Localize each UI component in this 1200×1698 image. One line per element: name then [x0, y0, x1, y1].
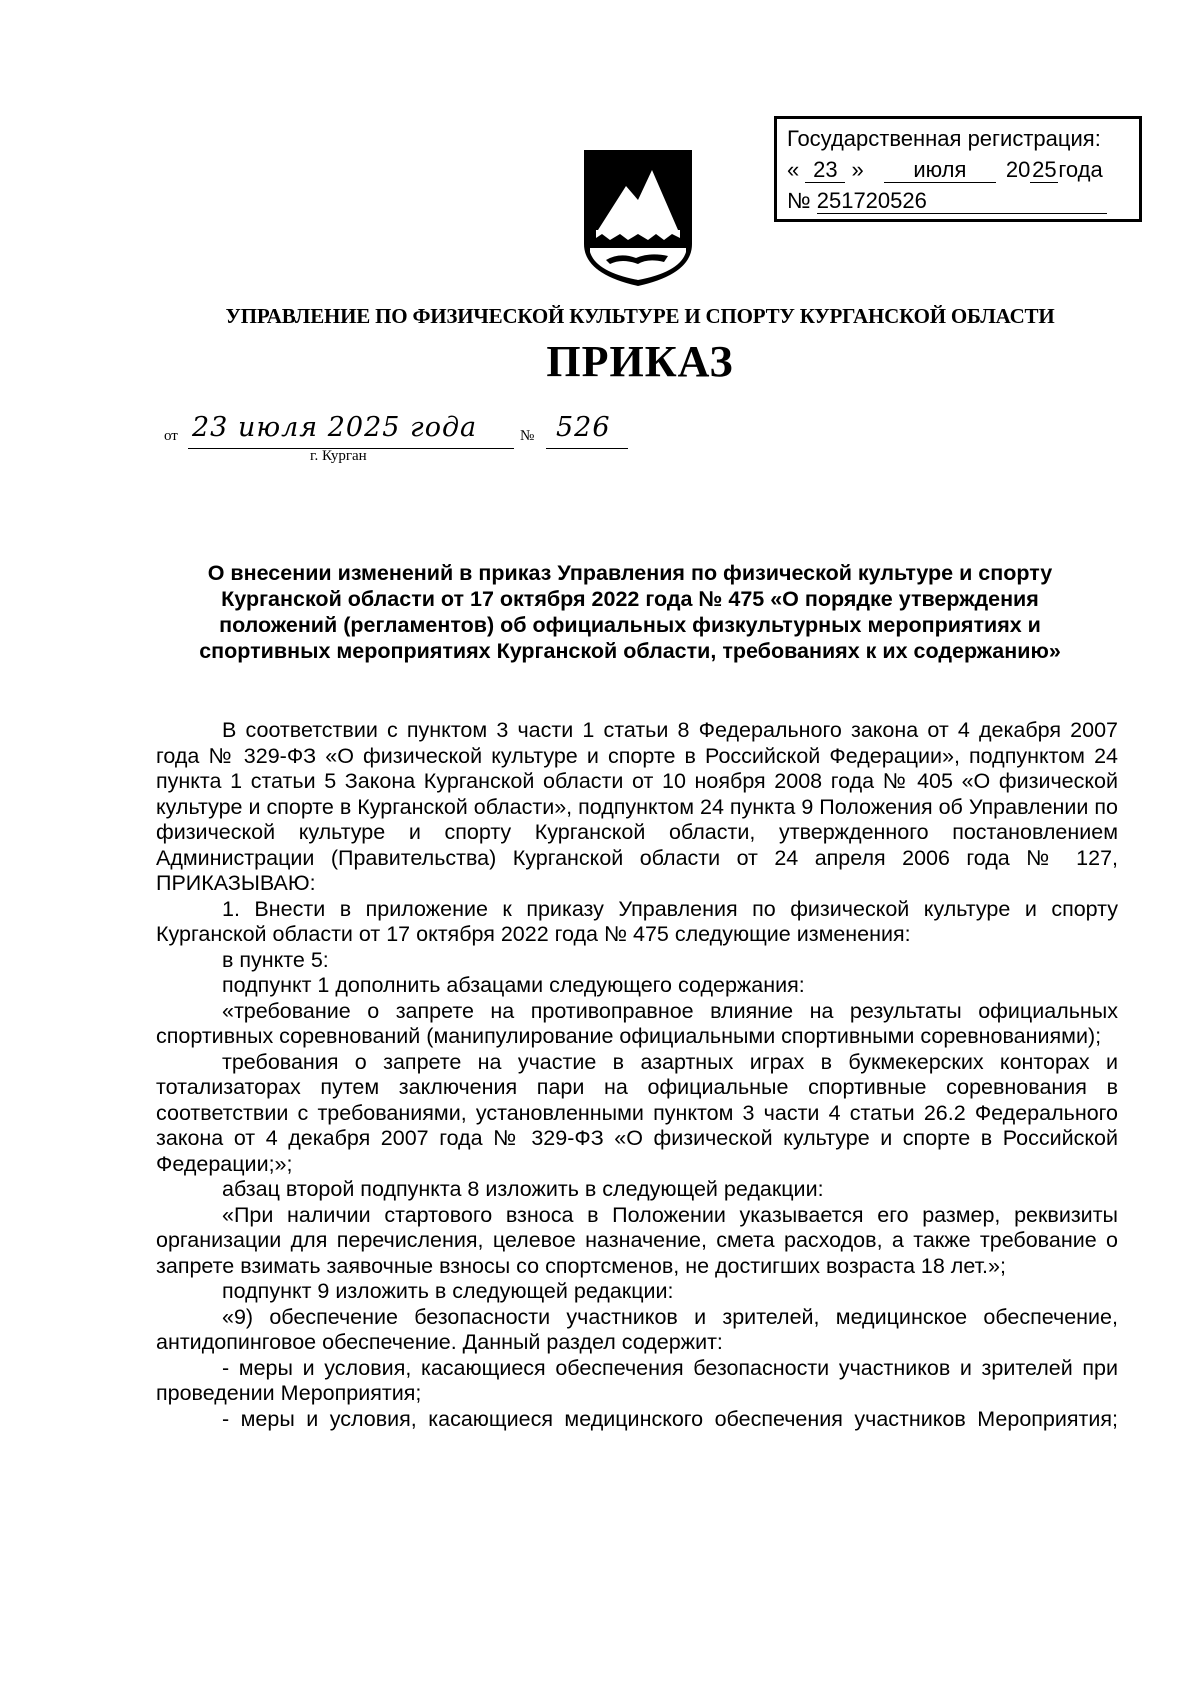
paragraph: «требование о запрете на противоправное влияние на результаты официальных спортивных соревнований (манипулирование официальными спортивными соревнованиями); — [156, 998, 1118, 1048]
paragraph: - меры и условия, касающиеся медицинского обеспечения участников Мероприятия; — [222, 1406, 1118, 1431]
registration-number-line: № 251720526 — [787, 185, 1131, 216]
from-label: от — [164, 428, 178, 444]
paragraph: подпункт 1 дополнить абзацами следующего содержания: — [222, 973, 805, 997]
paragraph: «9) обеспечение безопасности участников и зрителей, медицинское обеспечение, антидопинговое обеспечение. Данный раздел содержит: — [156, 1304, 1118, 1354]
registration-heading: Государственная регистрация: — [787, 126, 1101, 151]
title-line: О внесении изменений в приказ Управления по физической культуре и спорту — [207, 561, 1053, 585]
coat-of-arms-icon — [580, 148, 696, 288]
paragraph: требования о запрете на участие в азартных играх в букмекерских конторах и тотализаторах путем заключения пари на официальные спортивные соревнования в соответствии с требованиями, установленными пунктом 3 части 4 статьи 26.2 Федерального закона от 4 декабря 2007 года № 329-ФЗ «О физической культуре и спорте в Российской Федерации;»; — [156, 1049, 1118, 1176]
paragraph: 1. Внести в приложение к приказу Управления по физической культуре и спорту Курганской области от 17 октября 2022 года № 475 следующие изменения: — [156, 896, 1118, 946]
registration-number: 251720526 — [817, 189, 1107, 214]
registration-day: 23 — [805, 158, 845, 183]
city: г. Курган — [310, 448, 367, 464]
handwritten-number: 526 — [556, 412, 611, 443]
title-line: Курганской области от 17 октября 2022 года № 475 «О порядке утверждения — [221, 587, 1039, 611]
organization-name: УПРАВЛЕНИЕ ПО ФИЗИЧЕСКОЙ КУЛЬТУРЕ И СПОРТУ КУРГАНСКОЙ ОБЛАСТИ — [225, 304, 1055, 328]
paragraph: «При наличии стартового взноса в Положении указывается его размер, реквизиты организации для перечисления, целевое назначение, смета расходов, а также требование о запрете взимать заявочные взносы со спортсменов, не достигших возраста 18 лет.»; — [156, 1202, 1118, 1278]
document-body — [156, 718, 1118, 1432]
registration-stamp — [774, 116, 1142, 222]
number-underline — [546, 448, 628, 449]
registration-date: « 23 » июля 2025года — [787, 157, 1103, 182]
registration-year: 25 — [1032, 157, 1057, 182]
registration-month: июля — [884, 158, 996, 183]
paragraph: В соответствии с пунктом 3 части 1 статьи 8 Федерального закона от 4 декабря 2007 года № 329-ФЗ «О физической культуре и спорте в Российской Федерации», подпунктом 24 пункта 1 статьи 5 Закона Курганской области от 10 ноября 2008 года № 405 «О физической культуре и спорте в Курганской области», подпунктом 24 пункта 9 Положения об Управлении по физической культуре и спорту Курганской области, утвержденного постановлением Администрации (Правительства) Курганской области от 24 апреля 2006 года № 127, ПРИКАЗЫВАЮ: — [156, 718, 1118, 895]
paragraph: абзац второй подпункта 8 изложить в следующей редакции: — [222, 1177, 824, 1201]
number-label: № — [520, 428, 535, 444]
paragraph: - меры и условия, касающиеся обеспечения безопасности участников и зрителей при проведении Мероприятия; — [156, 1355, 1118, 1405]
title-line: спортивных мероприятиях Курганской области, требованиях к их содержанию» — [199, 639, 1061, 663]
paragraph: в пункте 5: — [222, 947, 329, 972]
handwritten-date: 23 июля 2025 года — [192, 412, 478, 443]
document-title — [150, 560, 1110, 664]
paragraph: подпункт 9 изложить в следующей редакции: — [222, 1279, 674, 1303]
title-line: положений (регламентов) об официальных физкультурных мероприятиях и — [219, 613, 1041, 637]
document-type: ПРИКАЗ — [546, 337, 734, 386]
